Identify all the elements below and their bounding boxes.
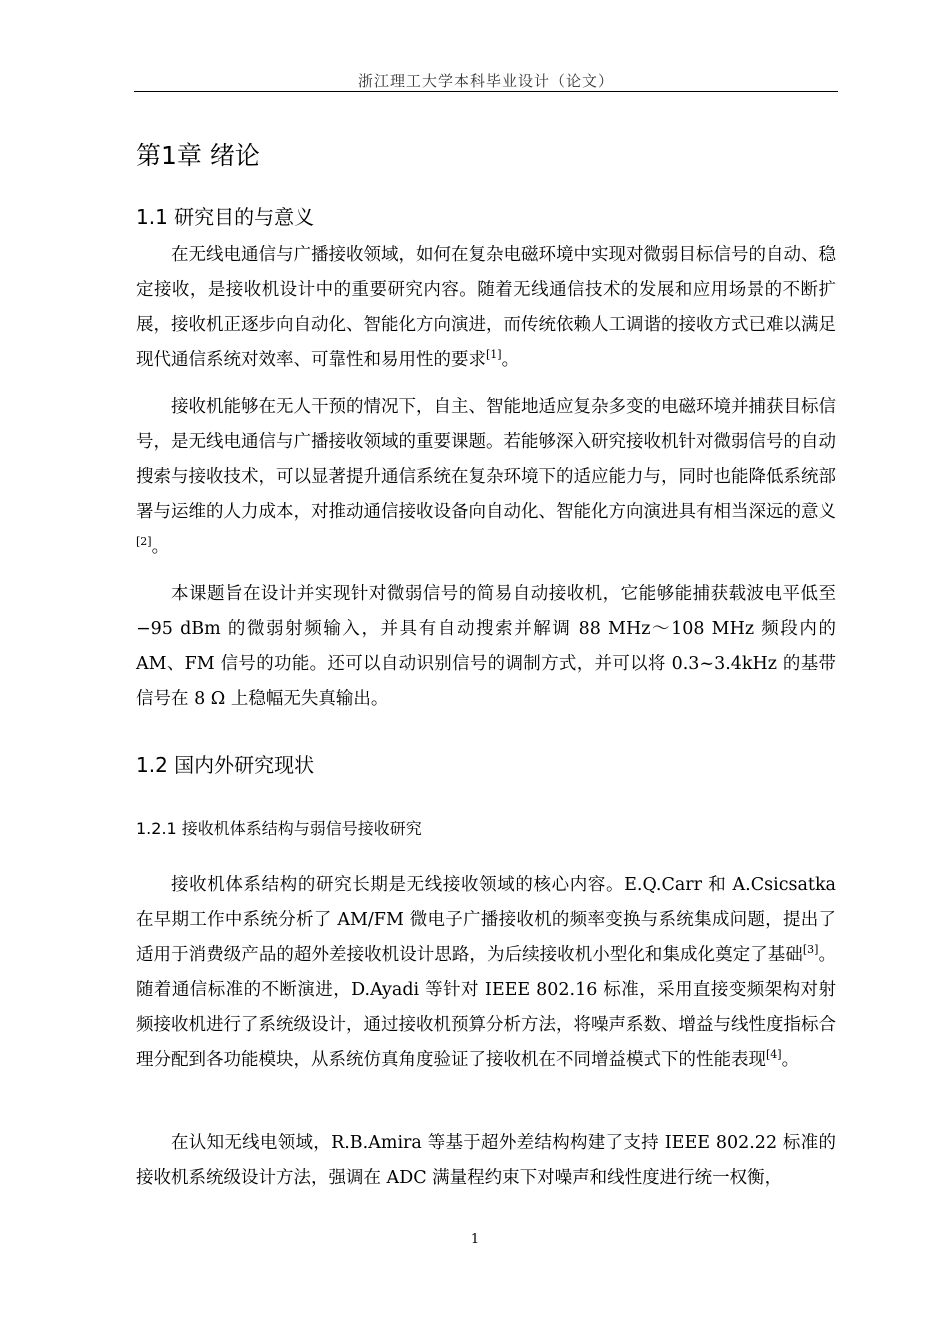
paragraph-end: 。 bbox=[781, 1050, 800, 1070]
paragraph-end: 。 bbox=[151, 537, 170, 557]
chapter-title: 第1章 绪论 bbox=[136, 141, 260, 170]
paragraph-1-1-c bbox=[136, 577, 836, 717]
citation-ref: [4] bbox=[766, 1048, 782, 1062]
paragraph-text: 在认知无线电领域，R.B.Amira 等基于超外差结构构建了支持 IEEE 802.22 标准的接收机系统级设计方法，强调在 ADC 满量程约束下对噪声和线性度进行统一权衡， bbox=[136, 1133, 836, 1188]
paragraph-text: 在无线电通信与广播接收领域，如何在复杂电磁环境中实现对微弱目标信号的自动、稳定接收，是接收机设计中的重要研究内容。随着无线通信技术的发展和应用场景的不断扩展，接收机正逐步向自动化、智能化方向演进，而传统依赖人工调谐的接收方式已难以满足现代通信系统对效率、可靠性和易用性的要求 bbox=[136, 245, 836, 370]
paragraph-end: 。 bbox=[501, 350, 520, 370]
citation-ref: [3] bbox=[802, 943, 819, 957]
subsection-heading-1-2-1: 1.2.1 接收机体系结构与弱信号接收研究 bbox=[136, 819, 422, 838]
header-rule bbox=[134, 91, 838, 92]
paragraph-text: 接收机体系结构的研究长期是无线接收领域的核心内容。E.Q.Carr 和 A.Csicsatka 在早期工作中系统分析了 AM/FM 微电子广播接收机的频率变换与系统集成问题，提出了适用于消费级产品的超外差接收机设计思路，为后续接收机小型化和集成化奠定了基础 bbox=[136, 875, 836, 965]
paragraph-1-1-b bbox=[136, 390, 836, 565]
paragraph-1-2-1-b bbox=[136, 1126, 836, 1196]
paragraph-1-2-1-a bbox=[136, 868, 836, 1078]
page-number: 1 bbox=[470, 1232, 480, 1247]
paragraph-1-1-a bbox=[136, 238, 836, 378]
paragraph-text-cont: 。随着通信标准的不断演进，D.Ayadi 等针对 IEEE 802.16 标准，采用直接变频架构对射频接收机进行了系统级设计，通过接收机预算分析方法，将噪声系数、增益与线性度指标合理分配到各功能模块，从系统仿真角度验证了接收机在不同增益模式下的性能表现 bbox=[136, 945, 837, 1070]
citation-ref: [1] bbox=[486, 348, 502, 362]
paragraph-text: 本课题旨在设计并实现针对微弱信号的简易自动接收机，它能够能捕获载波电平低至−95 dBm 的微弱射频输入，并具有自动搜索并解调 88 MHz～108 MHz 频段内的 AM、FM 信号的功能。还可以自动识别信号的调制方式，并可以将 0.3~3.4kHz 的基带信号在 8 Ω 上稳幅无失真输出。 bbox=[136, 584, 836, 709]
section-heading-1-1: 1.1 研究目的与意义 bbox=[136, 205, 315, 229]
paragraph-text: 接收机能够在无人干预的情况下，自主、智能地适应复杂多变的电磁环境并捕获目标信号，是无线电通信与广播接收领域的重要课题。若能够深入研究接收机针对微弱信号的自动搜索与接收技术，可以显著提升通信系统在复杂环境下的适应能力与，同时也能降低系统部署与运维的人力成本，对推动通信接收设备向自动化、智能化方向演进具有相当深远的意义 bbox=[136, 397, 836, 522]
running-header: 浙江理工大学本科毕业设计（论文） bbox=[357, 72, 614, 90]
citation-ref: [2] bbox=[136, 535, 152, 549]
section-heading-1-2: 1.2 国内外研究现状 bbox=[136, 753, 315, 777]
